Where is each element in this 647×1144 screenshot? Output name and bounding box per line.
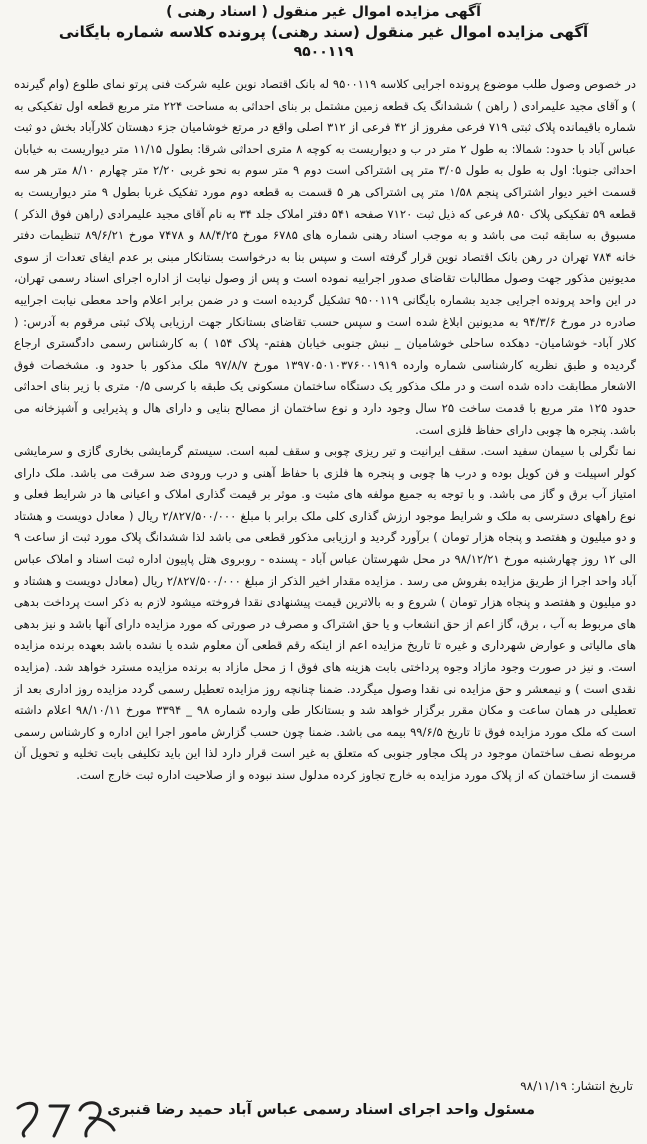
notice-paragraph-2: نما تگرلی با سیمان سفید است. سقف ایرانیت و تیر ریزی چوبی و سقف لمبه است. سیستم گرمایشی بخاری گازی و سرمایشی کولر اسپیلت و فن کویل بوده و درب ها چوبی و پنجره ها فلزی با حفاظ آهنی و درب ورودی ضد سرقت می باشد. ملک دارای امتیاز آب برق و گاز می باشد. و با توجه به جمیع مولفه های مثبت و. موثر بر قیمت گذاری املاک و اعیانی ها در شرایط فعلی و نوع راههای دسترسی به ملک و شرایط موجود ارزش گذاری کلی ملک برابر با مبلغ ۲/۸۲۷/۵۰۰/۰۰۰ ریال ( معادل دویست و هشتاد و دو میلیون و هفتصد و پنجاه هزار تومان ) برآورد گردید و ارزیابی مذکور قطعی می باشد لذا ششدانگ پلاک مورد ثبت از ساعت ۹ الی ۱۲ روز چهارشنبه مورخ ۹۸/۱۲/۲۱ در محل شهرستان عباس آباد - پسنده - روبروی هتل پاپیون اداره ثبت اسناد و املاک عباس آباد واحد اجرا از طریق مزایده بفروش می رسد . مزایده مقدار اخیر الذکر از مبلغ ۲/۸۲۷/۵۰۰/۰۰۰ ریال (معادل دویست و هشتاد و دو میلیون و هفتصد و پنجاه هزار تومان ) شروع و به بالاترین قیمت پیشنهادی نقدا فروخته میشود لازم به ذکر است پرداخت بدهی های مربوط به آب ، برق، گاز اعم از حق انشعاب و یا حق اشتراک و مصرف در صورتی که مورد مزایده دارای آنها باشد و نیز بدهی های مالیاتی و عوارض شهرداری و غیره تا تاریخ مزایده اعم از اینکه رقم قطعی آن معلوم شده یا نشده باشد بعهده برنده مزایده است. و نیز در صورت وجود مازاد وجوه پرداختی بابت هزینه های فوق ا ز محل مازاد به برنده مزایده مسترد خواهد شد. (مزایده نقدی است ) و نیمعشر و حق مزایده نی نقدا وصول میگردد. ضمنا چنانچه روز مزایده تعطیل رسمی گردد مزایده روز اداری بعد از تعطیلی در همان ساعت و مکان مقرر برگزار خواهد شد و بستانکار طی وارده شماره ۹۸ _ ۳۳۹۴ مورخ ۹۸/۱۰/۱۱ اعلام داشته است که ملک مورد مزایده فوق تا تاریخ ۹۹/۶/۵ بیمه می باشد. ضمنا چون حسب گزارش مامور اجرا این اداره و کارشناس رسمی مربوطه نصف ساختمان موجود در پلک مجاور جنوبی که متعلق به غیر است قرار دارد لذا این باید تکلیفی بابت تخلیه و تحویل آن قسمت از ساختمان که از پلاک مورد مزایده به خارج تجاوز کرده مدلول سند نبوده و از صلاحیت اداره ثبت خارج است. bbox=[14, 444, 637, 782]
notice-paragraph-1: در خصوص وصول طلب موضوع پرونده اجرایی کلاسه ۹۵۰۰۱۱۹ له بانک اقتصاد نوین علیه شرکت فنی پرتو نمای طلوع (وام گیرنده ) و آقای مجید علیمرادی ( راهن ) ششدانگ یک قطعه زمین مشتمل بر بنای احداثی به مساحت ۲۲۴ متر مربع قطعه اول تفکیکی به شماره باقیمانده پلاک ثبتی ۷۱۹ فرعی مفروز از ۴۲ فرعی از ۳۱۲ اصلی واقع در مرتع خوشامیان جزء دهستان کلارآباد بخش دو ثبت عباس آباد با حدود: شمالا: به طول ۲ متر در ب و دیواریست به کوچه ۸ متری احداثی شرقا: بطول ۱۱/۱۵ متر دیواریست به خیابان احداثی جنوبا: اول به طول به طول ۳/۰۵ متر پی اشتراکی است دوم ۹ متر سوم به نحو غربی ۲/۲۰ متر چهارم ۸/۱۰ متر هر سه قسمت اخیر دیوار اشتراکی پنجم ۱/۵۸ متر پی اشتراکی هر ۵ قسمت به قطعه دوم مورد تفکیک غربا بطول ۹ متر دیواریست به قطعه ۵۹ تفکیکی پلاک ۸۵۰ فرعی که ذیل ثبت ۷۱۲۰ صفحه ۵۴۱ دفتر املاک جلد ۳۴ به نام آقای مجید علیمرادی (راهن فوق الذکر ) مسبوق به سابقه ثبت می باشد و به موجب اسناد رهنی شماره های ۶۷۸۵ مورخ ۸۸/۴/۲۵ و ۷۴۷۸ مورخ ۸۹/۶/۲۱ تنظیمات دفتر خانه ۷۸۴ تهران در رهن بانک اقتصاد نوین قرار گرفته است و سپس بنا به درخواست بستانکار مبنی بر عدم ایفای تعدات از سوی مدیونین مذکور جهت وصول مطالبات تقاضای صدور اجراییه نموده است و پس از وصول نیابت از اداره اجرای اسناد رسمی تهران، در این واحد پرونده اجرایی جدید بشماره بایگانی ۹۵۰۰۱۱۹ تشکیل گردیده است و در ضمن برابر اعلام واحد معطی نیابت اجراییه صادره در مورخ ۹۴/۳/۶ به مدیونین ابلاغ شده است و سپس حسب تقاضای بستانکار جهت ارزیابی پلاک ثبتی مرقوم به آدرس: ( کلار آباد- خوشامیان- دهکده ساحلی خوشامیان _ نبش جنوبی خیابان هفتم- پلاک ۱۵۴ ) به کارشناس رسمی دادگستری ارجاع گردیده و طبق نظریه کارشناسی شماره وارده ۱۳۹۷۰۵۰۱۰۳۷۶۰۰۱۹۱۹ مورخ ۹۷/۸/۷ ملک مذکور با حدود و. مشخصات فوق الاشعار مطابقت داده شده است و در ملک مذکور یک دستگاه ساختمان مسکونی یک طبقه با کرسی ۰/۵ متری با زیر بنای احداثی حدود ۱۲۵ متر مربع با قدمت ساخت ۲۵ سال وجود دارد و نوع ساختمان از مصالح بنایی و دارای هال و پذیرایی و آشپزخانه می باشد. پنجره ها چوبی دارای حفاظ فلزی است. bbox=[14, 77, 637, 437]
signature-line: مسئول واحد اجرای اسناد رسمی عباس آباد حمید رضا قنبری bbox=[107, 1102, 535, 1118]
handwritten-number-mark bbox=[10, 1096, 120, 1140]
notice-header bbox=[0, 2, 647, 62]
notice-body bbox=[14, 74, 636, 787]
publication-date: تاریخ انتشار: ۹۸/۱۱/۱۹ bbox=[520, 1079, 633, 1093]
notice-title-line-2: آگهی مزایده اموال غیر منقول (سند رهنی) پرونده کلاسه شماره بایگانی bbox=[58, 23, 589, 41]
notice-title-line-1: آگهی مزایده اموال غیر منقول ( اسناد رهنی ) bbox=[166, 4, 481, 20]
notice-file-number: ۹۵۰۰۱۱۹ bbox=[293, 44, 354, 60]
